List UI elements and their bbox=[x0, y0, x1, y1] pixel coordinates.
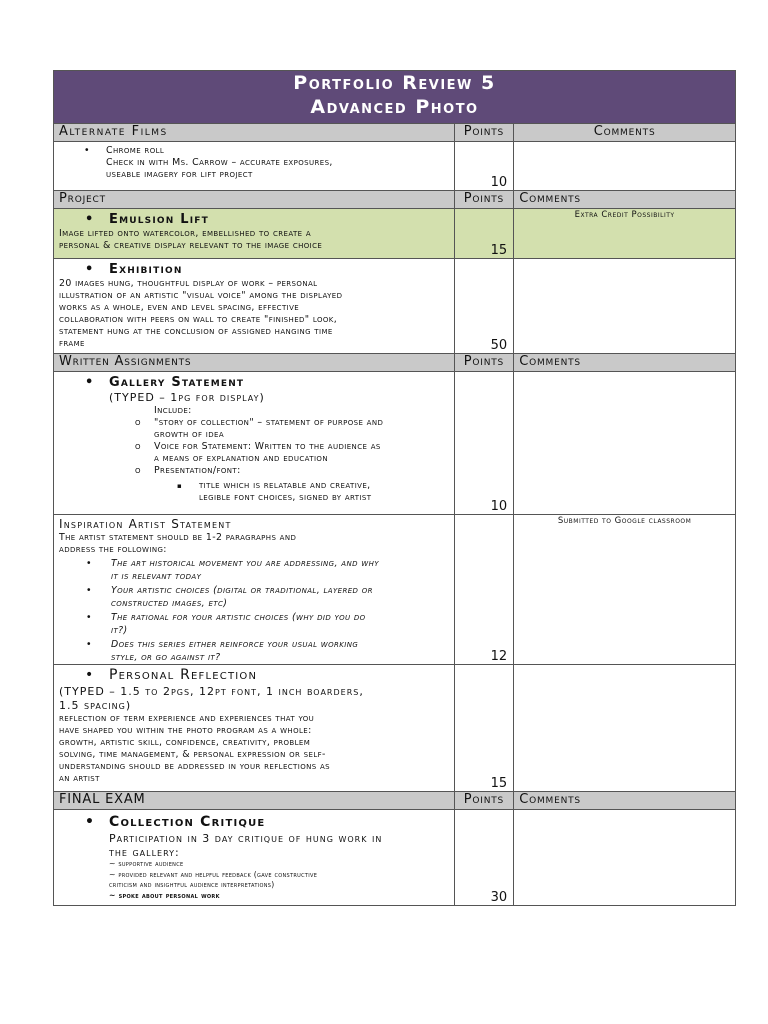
row-personal-reflection bbox=[54, 665, 736, 792]
bullet-line: it?) bbox=[111, 624, 128, 636]
sub-item-line: "story of collection" – statement of purpose and bbox=[154, 417, 384, 428]
row-gallery-statement bbox=[54, 372, 736, 515]
sub-item-line: Voice for Statement: Written to the audience as bbox=[154, 441, 381, 452]
document-title bbox=[54, 71, 736, 124]
criteria-cell bbox=[54, 259, 455, 354]
bullet-line: Your artistic choices (digital or traditional, layered or bbox=[111, 585, 373, 596]
criteria-cell bbox=[54, 209, 455, 259]
item-subtitle: 1.5 spacing) bbox=[59, 699, 132, 712]
comment-cell bbox=[514, 259, 736, 354]
include-label: Include: bbox=[154, 405, 192, 416]
points-value: 30 bbox=[454, 810, 514, 906]
comment-cell bbox=[514, 665, 736, 792]
criteria-line: illustration of an artistic "visual voice" among the displayed bbox=[59, 290, 343, 301]
bullet-marker: • bbox=[85, 375, 95, 390]
bullet-marker: • bbox=[86, 585, 92, 596]
criteria-line: personal & creative display relevant to the image choice bbox=[59, 240, 323, 251]
criteria-line: reflection of term experience and experiences that you bbox=[59, 713, 315, 724]
criteria-line: Participation in 3 day critique of hung work in bbox=[109, 832, 383, 845]
points-header: Points bbox=[454, 191, 514, 209]
points-header: Points bbox=[454, 354, 514, 372]
item-title: Exhibition bbox=[109, 262, 183, 277]
comments-header: Comments bbox=[514, 354, 736, 372]
points-value: 15 bbox=[454, 665, 514, 792]
bullet-marker: • bbox=[85, 667, 95, 683]
sub-sub-item-line: legible font choices, signed by artist bbox=[199, 492, 372, 503]
comment-cell: Submitted to Google classroom bbox=[514, 515, 736, 665]
criteria-cell bbox=[54, 515, 455, 665]
bullet-marker: • bbox=[84, 145, 90, 156]
bullet-marker: • bbox=[85, 814, 96, 830]
criteria-line: solving, time management, & personal expression or self- bbox=[59, 749, 326, 760]
sub-item-line: a means of explanation and education bbox=[154, 453, 328, 464]
bullet-marker: • bbox=[86, 558, 92, 569]
bullet-line: The rational for your artistic choices (why did you do bbox=[111, 612, 366, 623]
bullet-line: it is relevant today bbox=[111, 570, 202, 582]
item-title: Collection Critique bbox=[109, 814, 266, 830]
section-header-project bbox=[54, 191, 736, 209]
criteria-cell bbox=[54, 665, 455, 792]
item-subtitle: (TYPED – 1pg for display) bbox=[109, 391, 265, 404]
section-title: FINAL EXAM bbox=[54, 792, 455, 810]
section-header-written-assignments bbox=[54, 354, 736, 372]
criteria-cell bbox=[54, 810, 455, 906]
bullet-marker: • bbox=[85, 212, 95, 227]
item-title: Inspiration Artist Statement bbox=[59, 517, 232, 531]
row-inspiration-artist-statement bbox=[54, 515, 736, 665]
criteria-cell bbox=[54, 372, 455, 515]
comment-cell bbox=[514, 372, 736, 515]
criteria-line: Image lifted onto watercolor, embellished to create a bbox=[59, 228, 312, 239]
points-value: 10 bbox=[454, 142, 514, 191]
points-value: 15 bbox=[454, 209, 514, 259]
points-value: 12 bbox=[454, 515, 514, 665]
points-header: Points bbox=[454, 792, 514, 810]
criteria-line: the gallery: bbox=[109, 846, 180, 859]
section-title: Project bbox=[54, 191, 455, 209]
row-collection-critique bbox=[54, 810, 736, 906]
bullet-line: The art historical movement you are addressing, and why bbox=[111, 558, 379, 569]
points-value: 50 bbox=[454, 259, 514, 354]
critique-item: ~ provided relevant and helpful feedback (gave constructive bbox=[109, 869, 318, 879]
sub-sub-item-line: title which is relatable and creative, bbox=[199, 480, 371, 491]
item-subtitle: (TYPED – 1.5 to 2pgs, 12pt font, 1 inch boarders, bbox=[59, 685, 364, 698]
points-header: Points bbox=[454, 124, 514, 142]
criteria-line: an artist bbox=[59, 773, 100, 784]
item-title: Gallery Statement bbox=[109, 375, 245, 390]
comment-cell: Extra Credit Possibility bbox=[514, 209, 736, 259]
criteria-line: frame bbox=[59, 338, 85, 349]
portfolio-rubric-table bbox=[53, 70, 736, 906]
section-title: Written Assignments bbox=[54, 354, 455, 372]
bullet-marker: • bbox=[86, 612, 92, 623]
sub-bullet-marker: o bbox=[135, 441, 141, 452]
points-value: 10 bbox=[454, 372, 514, 515]
sub-bullet-marker: o bbox=[135, 465, 141, 476]
row-exhibition bbox=[54, 259, 736, 354]
comments-header: Comments bbox=[514, 191, 736, 209]
comment-cell bbox=[514, 142, 736, 191]
critique-item: ~ spoke about personal work bbox=[109, 890, 220, 900]
bullet-line: Does this series either reinforce your usual working bbox=[111, 639, 359, 650]
title-line-1: Portfolio Review 5 bbox=[293, 72, 496, 94]
sub-item-line: Presentation/font: bbox=[154, 465, 241, 476]
sub-item-line: growth of idea bbox=[154, 429, 225, 440]
section-header-alternate-films bbox=[54, 124, 736, 142]
criteria-line: The artist statement should be 1-2 paragraphs and bbox=[59, 532, 297, 543]
criteria-line: Chrome roll bbox=[106, 145, 165, 156]
row-emulsion-lift bbox=[54, 209, 736, 259]
row-chrome-roll bbox=[54, 142, 736, 191]
item-title: Emulsion Lift bbox=[109, 212, 209, 227]
sub-bullet-marker: o bbox=[135, 417, 141, 428]
critique-item: ~ supportive audience bbox=[109, 859, 184, 868]
bullet-line: style, or go against it? bbox=[111, 651, 221, 663]
section-header-final-exam bbox=[54, 792, 736, 810]
criteria-line: statement hung at the conclusion of assigned hanging time bbox=[59, 326, 333, 337]
criteria-line: understanding should be addressed in your reflections as bbox=[59, 761, 330, 772]
item-title: Personal Reflection bbox=[109, 667, 258, 683]
critique-item: criticism and insightful audience interpretations) bbox=[109, 880, 275, 889]
comment-cell bbox=[514, 810, 736, 906]
comments-header: Comments bbox=[514, 792, 736, 810]
sub-sub-bullet-marker: ▪ bbox=[177, 482, 183, 490]
criteria-cell bbox=[54, 142, 455, 191]
bullet-marker: • bbox=[85, 262, 95, 277]
title-line-2: Advanced Photo bbox=[310, 96, 479, 118]
bullet-marker: • bbox=[86, 639, 92, 650]
criteria-line: collaboration with peers on wall to create "finished" look, bbox=[59, 314, 338, 325]
criteria-line: have shaped you within the photo program as a whole: bbox=[59, 725, 312, 736]
criteria-line: growth, artistic skill, confidence, creativity, problem bbox=[59, 737, 311, 748]
comments-header: Comments bbox=[514, 124, 736, 142]
title-row bbox=[54, 71, 736, 124]
criteria-line: works as a whole, even and level spacing, effective bbox=[59, 302, 300, 313]
criteria-line: Check in with Ms. Carrow – accurate exposures, bbox=[106, 157, 333, 168]
criteria-line: 20 images hung, thoughtful display of work – personal bbox=[59, 278, 318, 289]
criteria-line: address the following: bbox=[59, 544, 167, 555]
bullet-line: constructed images, etc) bbox=[111, 597, 228, 609]
section-title: Alternate Films bbox=[54, 124, 455, 142]
criteria-line: useable imagery for lift project bbox=[106, 169, 253, 180]
